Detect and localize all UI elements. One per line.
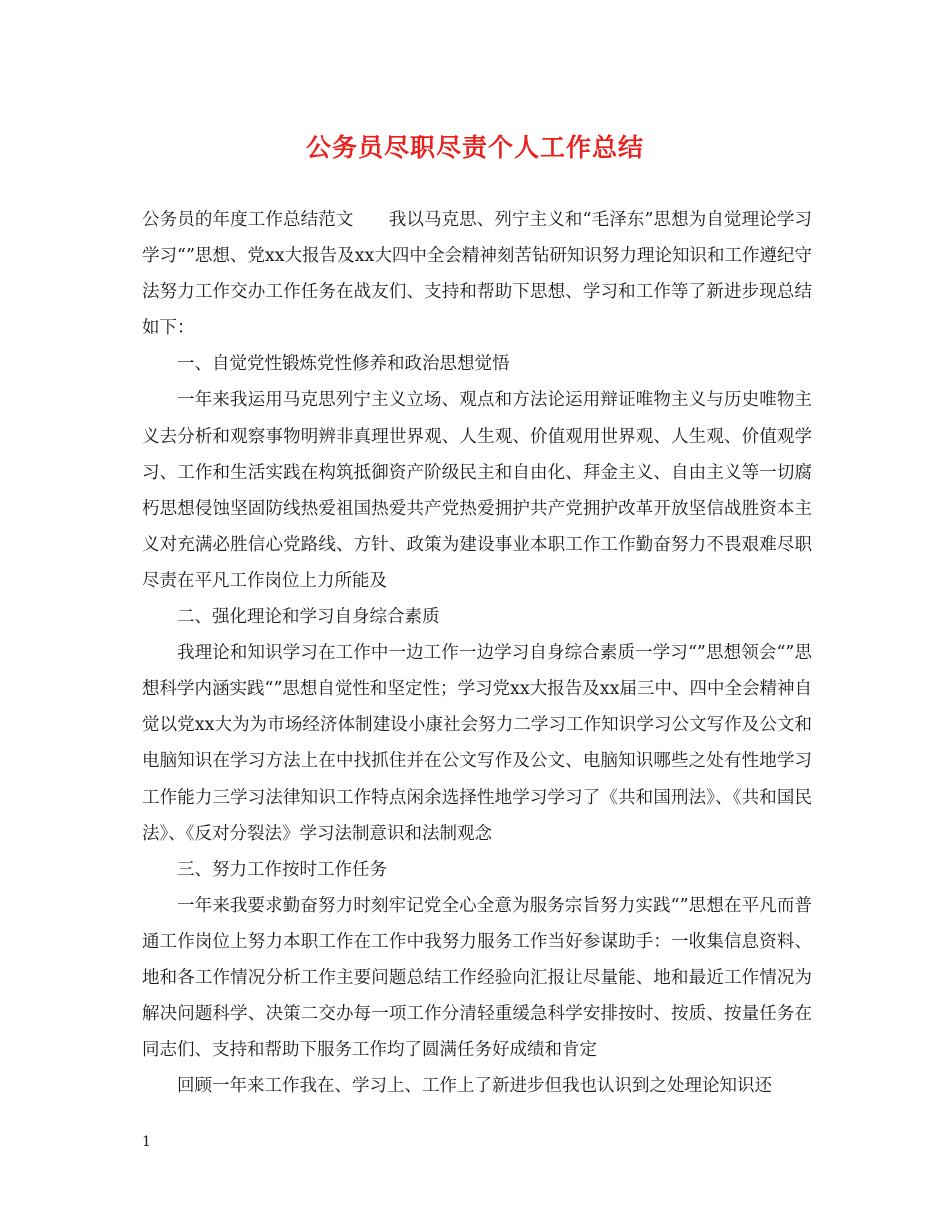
page-number: 1 (142, 1134, 151, 1150)
paragraph-section-3: 一年来我要求勤奋努力时刻牢记党全心全意为服务宗旨努力实践“”思想在平凡而普通工作岗位上努力本职工作在工作中我努力服务工作当好参谋助手：一收集信息资料、地和各工作情况分析工作主要问题总结工作经验向汇报让尽量能、地和最近工作情况为解决问题科学、决策二交办每一项工作分清轻重缓急科学安排按时、按质、按量任务在同志们、支持和帮助下服务工作均了圆满任务好成绩和肯定 (142, 895, 812, 1061)
paragraph-section-2: 我理论和知识学习在工作中一边工作一边学习自身综合素质一学习“”思想领会“”思想科学内涵实践“”思想自觉性和坚定性；学习党xx大报告及xx届三中、四中全会精神自觉以党xx大为为市场经济体制建设小康社会努力二学习工作知识学习公文写作及公文和电脑知识在学习方法上在中找抓住并在公文写作及公文、电脑知识哪些之处有性地学习工作能力三学习法律知识工作特点闲余选择性地学习学习了《共和国刑法》、《共和国民法》、《反对分裂法》学习法制意识和法制观念 (142, 643, 812, 844)
paragraph-review: 回顾一年来工作我在、学习上、工作上了新进步但我也认识到之处理论知识还 (177, 1076, 772, 1097)
paragraph-section-1: 一年来我运用马克思列宁主义立场、观点和方法论运用辩证唯物主义与历史唯物主义去分析和观察事物明辨非真理世界观、人生观、价值观用世界观、人生观、价值观学习、工作和生活实践在构筑抵御资产阶级民主和自由化、拜金主义、自由主义等一切腐朽思想侵蚀坚固防线热爱祖国热爱共产党热爱拥护共产党拥护改革开放坚信战胜资本主义对充满必胜信心党路线、方针、政策为建设事业本职工作工作勤奋努力不畏艰难尽职尽责在平凡工作岗位上力所能及 (142, 390, 812, 591)
section-heading-1: 一、自觉党性锻炼党性修养和政治思想觉悟 (177, 354, 510, 375)
document-body (142, 202, 812, 1104)
section-heading-2: 二、强化理论和学习自身综合素质 (177, 607, 440, 628)
document-title: 公务员尽职尽责个人工作总结 (305, 133, 644, 162)
paragraph-intro: 公务员的年度工作总结范文 我以马克思、列宁主义和“毛泽东”思想为自觉理论学习学习“”思想、党xx大报告及xx大四中全会精神刻苦钻研知识努力理论知识和工作遵纪守法努力工作交办工作任务在战友们、支持和帮助下思想、学习和工作等了新进步现总结如下： (142, 210, 812, 339)
section-heading-3: 三、努力工作按时工作任务 (177, 859, 387, 880)
